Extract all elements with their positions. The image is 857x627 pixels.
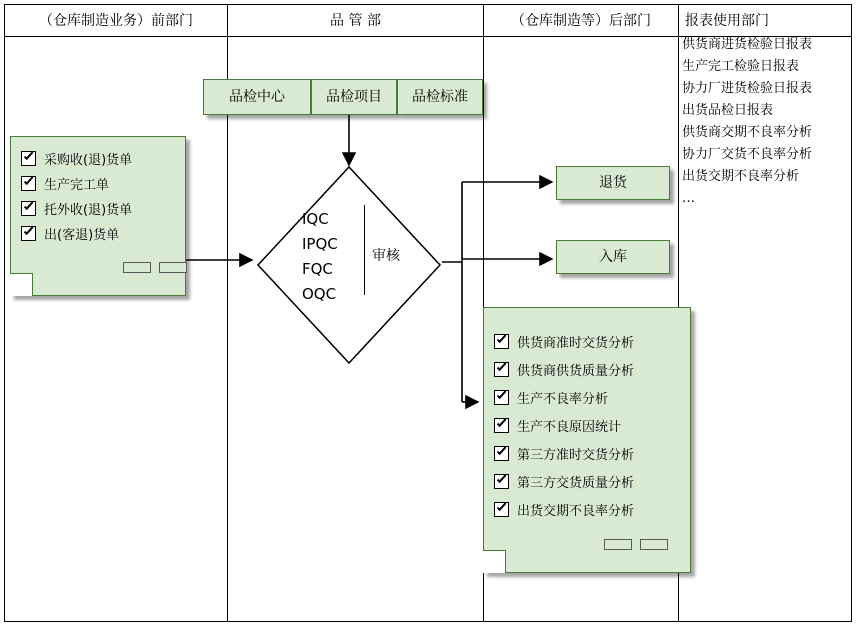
list-item-label: 第三方交货质量分析 xyxy=(517,476,635,491)
input-document[interactable] xyxy=(10,136,186,296)
box-warehouse-in-label: 入库 xyxy=(599,249,627,265)
doc-button xyxy=(604,539,632,550)
checkbox-icon xyxy=(21,226,36,241)
list-item-label: 生产完工单 xyxy=(44,178,110,193)
analysis-document[interactable] xyxy=(483,307,691,573)
list-item xyxy=(494,444,682,463)
list-item xyxy=(494,472,682,491)
list-item xyxy=(21,199,177,218)
box-qc-center-label: 品检中心 xyxy=(229,89,285,105)
column-header-back-dept: （仓库制造等）后部门 xyxy=(511,13,651,29)
report-list xyxy=(682,34,850,210)
list-item xyxy=(21,174,177,193)
decision-line: IPQC xyxy=(302,235,338,253)
checkbox-icon xyxy=(494,474,509,489)
report-item: 供货商交期不良率分析 xyxy=(682,125,813,140)
list-item xyxy=(21,149,177,168)
list-item xyxy=(494,332,682,351)
decision-line: IQC xyxy=(302,210,329,228)
checkbox-icon xyxy=(494,418,509,433)
box-qc-standard-label: 品检标准 xyxy=(412,89,468,105)
list-item-label: 供货商准时交货分析 xyxy=(517,336,635,351)
checkbox-icon xyxy=(494,446,509,461)
doc-button xyxy=(123,262,151,273)
decision-line: OQC xyxy=(302,285,337,303)
report-item: 出货交期不良率分析 xyxy=(682,169,800,184)
checkbox-icon xyxy=(494,390,509,405)
doc-button xyxy=(159,262,187,273)
doc-button-bar xyxy=(123,262,187,273)
doc-button-bar xyxy=(604,539,668,550)
report-item: 协力厂进货检验日报表 xyxy=(682,81,813,96)
decision-qc-list xyxy=(302,207,338,307)
list-item xyxy=(494,416,682,435)
checkbox-icon xyxy=(21,151,36,166)
list-item-label: 出(客退)货单 xyxy=(44,228,120,243)
doc-button xyxy=(640,539,668,550)
report-item: 供货商进货检验日报表 xyxy=(682,37,813,52)
checkbox-icon xyxy=(494,502,509,517)
box-qc-center[interactable] xyxy=(203,79,311,115)
input-document-list xyxy=(11,137,185,243)
page-fold-icon xyxy=(10,273,33,296)
decision-divider xyxy=(364,205,365,295)
report-item: 生产完工检验日报表 xyxy=(682,59,800,74)
checkbox-icon xyxy=(21,176,36,191)
report-item: 出货品检日报表 xyxy=(682,103,774,118)
box-return-goods[interactable] xyxy=(556,166,670,200)
list-item-label: 第三方准时交货分析 xyxy=(517,448,635,463)
column-header-qc-dept: 品 管 部 xyxy=(330,13,381,29)
list-item-label: 供货商供货质量分析 xyxy=(517,364,635,379)
box-qc-standard[interactable] xyxy=(397,79,483,115)
list-item xyxy=(494,388,682,407)
checkbox-icon xyxy=(494,334,509,349)
box-return-goods-label: 退货 xyxy=(599,175,627,191)
decision-side-label: 审核 xyxy=(372,248,400,264)
list-item-label: 出货交期不良率分析 xyxy=(517,504,635,519)
list-item-label: 采购收(退)货单 xyxy=(44,153,133,168)
list-item-label: 生产不良率分析 xyxy=(517,392,609,407)
checkbox-icon xyxy=(21,201,36,216)
list-item xyxy=(494,500,682,519)
list-item xyxy=(21,224,177,243)
decision-diamond[interactable] xyxy=(256,165,442,365)
box-qc-item-label: 品检项目 xyxy=(326,89,382,105)
list-item xyxy=(494,360,682,379)
report-item: … xyxy=(682,191,695,206)
page-fold-icon xyxy=(483,550,506,573)
column-header-front-dept: （仓库制造业务）前部门 xyxy=(39,13,193,29)
analysis-document-list xyxy=(484,308,690,519)
decision-line: FQC xyxy=(302,260,333,278)
column-header-report-dept: 报表使用部门 xyxy=(685,13,769,29)
report-item: 协力厂交货不良率分析 xyxy=(682,147,813,162)
box-warehouse-in[interactable] xyxy=(556,240,670,274)
list-item-label: 托外收(退)货单 xyxy=(44,203,133,218)
checkbox-icon xyxy=(494,362,509,377)
list-item-label: 生产不良原因统计 xyxy=(517,420,622,435)
box-qc-item[interactable] xyxy=(311,79,397,115)
